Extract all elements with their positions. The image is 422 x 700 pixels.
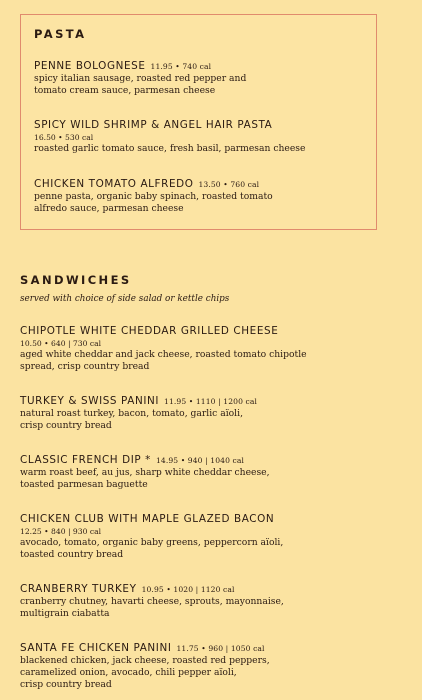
sandwiches-subtitle: served with choice of side salad or kettle chips: [20, 294, 230, 304]
item-description: penne pasta, organic baby spinach, roasted tomato alfredo sauce, parmesan cheese: [34, 191, 273, 214]
item-price: 10.95 • 1020 | 1120 cal: [141, 585, 235, 594]
item-description: avocado, tomato, organic baby greens, peppercorn aïoli, toasted country bread: [20, 537, 284, 560]
sandwiches-heading: SANDWICHES: [20, 273, 132, 287]
item-name: SANTA FE CHICKEN PANINI: [20, 642, 172, 654]
item-description: roasted garlic tomato sauce, fresh basil, parmesan cheese: [34, 143, 306, 154]
menu-item-chicken-tomato-alfredo: [34, 178, 394, 215]
item-price: 11.95 • 1110 | 1200 cal: [164, 397, 258, 406]
item-description: cranberry chutney, havarti cheese, sprouts, mayonnaise, multigrain ciabatta: [20, 596, 284, 619]
item-description: blackened chicken, jack cheese, roasted red peppers, caramelized onion, avocado, chili pepper aïoli, crisp country bread: [20, 655, 270, 690]
item-name: SPICY WILD SHRIMP & ANGEL HAIR PASTA: [34, 119, 273, 131]
menu-item-santa-fe-chicken-panini: [20, 642, 380, 691]
menu-item-cranberry-turkey: [20, 583, 380, 620]
item-name: CHICKEN TOMATO ALFREDO: [34, 178, 194, 190]
pasta-heading: PASTA: [34, 27, 87, 41]
item-price: 11.75 • 960 | 1050 cal: [176, 644, 265, 653]
item-price: 16.50 • 530 cal: [34, 133, 94, 142]
item-name: PENNE BOLOGNESE: [34, 60, 146, 72]
item-name: CHICKEN CLUB WITH MAPLE GLAZED BACON: [20, 513, 275, 525]
item-name: TURKEY & SWISS PANINI: [20, 395, 160, 407]
item-price: 12.25 • 840 | 930 cal: [20, 527, 102, 536]
item-description: spicy italian sausage, roasted red pepper and tomato cream sauce, parmesan cheese: [34, 73, 247, 96]
item-name: CRANBERRY TURKEY: [20, 583, 137, 595]
menu-item-chicken-club: [20, 513, 380, 561]
menu-item-classic-french-dip: [20, 454, 380, 491]
menu-item-turkey-swiss-panini: [20, 395, 380, 432]
item-description: natural roast turkey, bacon, tomato, garlic aïoli, crisp country bread: [20, 408, 243, 431]
item-price: 10.50 • 640 | 730 cal: [20, 339, 102, 348]
menu-item-spicy-wild-shrimp: [34, 119, 394, 155]
menu-item-penne-bolognese: [34, 60, 394, 97]
item-description: aged white cheddar and jack cheese, roasted tomato chipotle spread, crisp country bread: [20, 349, 307, 372]
item-price: 14.95 • 940 | 1040 cal: [155, 456, 245, 465]
item-name: CLASSIC FRENCH DIP *: [20, 454, 151, 466]
item-name: CHIPOTLE WHITE CHEDDAR GRILLED CHEESE: [20, 325, 279, 337]
menu-item-chipotle-white-cheddar: [20, 325, 380, 373]
item-price: 13.50 • 760 cal: [198, 180, 260, 189]
item-price: 11.95 • 740 cal: [150, 62, 212, 71]
item-description: warm roast beef, au jus, sharp white cheddar cheese, toasted parmesan baguette: [20, 467, 270, 490]
